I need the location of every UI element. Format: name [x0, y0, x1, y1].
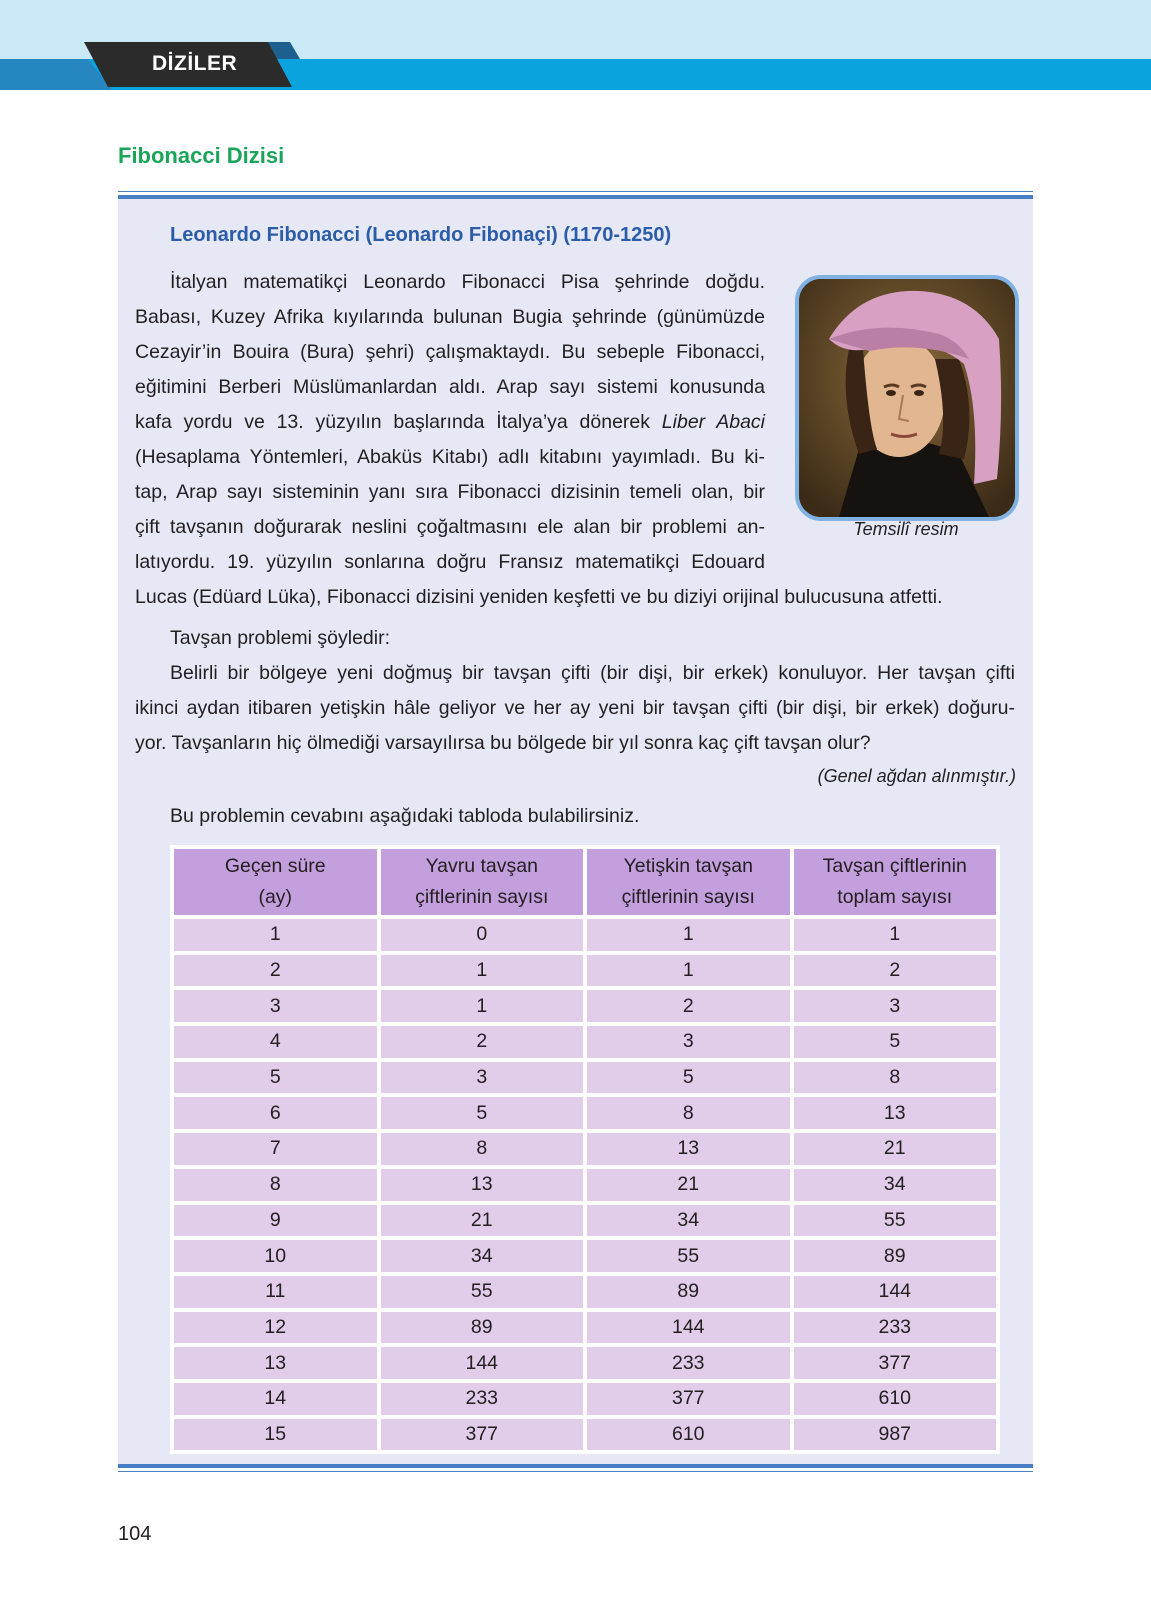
table-cell: 14	[174, 1383, 377, 1415]
problem-line: Belirli bir bölgeye yeni doğmuş bir tavşan çifti (bir dişi, bir erkek) konuluyor. Her tavşan çifti	[170, 662, 1015, 684]
table-cell: 34	[794, 1169, 997, 1201]
table-row	[174, 1169, 996, 1201]
table-cell: 0	[381, 919, 584, 951]
paragraph-line: eğitimini Berberi Müslümanlardan aldı. Arap sayı sistemi konusunda	[135, 376, 765, 398]
paragraph-line: tap, Arap sayı sisteminin yanı sıra Fibonacci dizisinin temeli olan, bir	[135, 481, 765, 503]
table-cell: 1	[381, 955, 584, 987]
table-row	[174, 1276, 996, 1308]
table-row	[174, 1205, 996, 1237]
table-cell: 8	[381, 1133, 584, 1165]
paragraph-line: Babası, Kuzey Afrika kıyılarında bulunan Bugia şehrinde (günümüzde	[135, 306, 765, 328]
table-cell: 6	[174, 1097, 377, 1129]
table-body	[174, 919, 996, 1450]
table-row	[174, 1026, 996, 1058]
table-cell: 233	[794, 1312, 997, 1344]
table-cell: 7	[174, 1133, 377, 1165]
table-cell: 5	[794, 1026, 997, 1058]
column-header: Tavşan çiftlerinin toplam sayısı	[794, 849, 997, 915]
table-cell: 1	[587, 919, 790, 951]
chapter-tab-label: DİZİLER	[152, 52, 238, 75]
table-cell: 34	[381, 1240, 584, 1272]
fibonacci-portrait	[795, 275, 1019, 521]
table-cell: 8	[174, 1169, 377, 1201]
table-cell: 9	[174, 1205, 377, 1237]
table-row	[174, 1347, 996, 1379]
table-row	[174, 1097, 996, 1129]
table-cell: 2	[794, 955, 997, 987]
problem-line: yor. Tavşanların hiç ölmediği varsayılırsa bu bölgede bir yıl sonra kaç çift tavşan olur?	[135, 732, 871, 754]
table-cell: 2	[381, 1026, 584, 1058]
problem-line: ikinci aydan itibaren yetişkin hâle geliyor ve her ay yeni bir tavşan çifti (bir dişi, bir erkek) doğuru-	[135, 697, 1015, 719]
table-cell: 3	[587, 1026, 790, 1058]
table-cell: 233	[587, 1347, 790, 1379]
rabbit-table	[170, 845, 1000, 1454]
table-cell: 89	[587, 1276, 790, 1308]
table-cell: 15	[174, 1419, 377, 1451]
table-cell: 13	[381, 1169, 584, 1201]
table-cell: 610	[794, 1383, 997, 1415]
table-cell: 4	[174, 1026, 377, 1058]
table-cell: 2	[587, 990, 790, 1022]
table-row	[174, 1240, 996, 1272]
table-cell: 34	[587, 1205, 790, 1237]
table-row	[174, 990, 996, 1022]
table-intro: Bu problemin cevabını aşağıdaki tabloda bulabilirsiniz.	[170, 805, 640, 827]
table-cell: 1	[794, 919, 997, 951]
paragraph-line: Lucas (Edüard Lüka), Fibonacci dizisini yeniden keşfetti ve bu diziyi orijinal bulucusuna atfetti.	[135, 586, 943, 608]
table-cell: 377	[794, 1347, 997, 1379]
table-cell: 987	[794, 1419, 997, 1451]
table-cell: 89	[794, 1240, 997, 1272]
table-cell: 55	[794, 1205, 997, 1237]
table-cell: 5	[174, 1062, 377, 1094]
table-row	[174, 919, 996, 951]
paragraph-line: latıyordu. 19. yüzyılın sonlarına doğru Fransız matematikçi Edouard	[135, 551, 765, 573]
table-cell: 55	[587, 1240, 790, 1272]
table-cell: 21	[794, 1133, 997, 1165]
table-row	[174, 1062, 996, 1094]
section-title: Fibonacci Dizisi	[118, 143, 285, 168]
table-cell: 13	[794, 1097, 997, 1129]
image-caption: Temsilî resim	[853, 519, 959, 539]
table-cell: 233	[381, 1383, 584, 1415]
table-cell: 10	[174, 1240, 377, 1272]
table-cell: 21	[587, 1169, 790, 1201]
paragraph-line: çift tavşanın doğurarak neslini çoğaltmasını ele alan bir problemi an-	[135, 516, 765, 538]
table-cell: 1	[587, 955, 790, 987]
table-row	[174, 1133, 996, 1165]
table-cell: 21	[381, 1205, 584, 1237]
table-cell: 5	[587, 1062, 790, 1094]
table-cell: 3	[794, 990, 997, 1022]
table-cell: 12	[174, 1312, 377, 1344]
table-cell: 377	[587, 1383, 790, 1415]
biography-heading: Leonardo Fibonacci (Leonardo Fibonaçi) (1170-1250)	[170, 224, 672, 246]
table-cell: 3	[381, 1062, 584, 1094]
page-number: 104	[118, 1523, 152, 1545]
table-cell: 144	[794, 1276, 997, 1308]
paragraph-line: kafa yordu ve 13. yüzyılın başlarında İtalya’ya dönerek Liber Abaci	[135, 411, 765, 433]
table-cell: 144	[381, 1347, 584, 1379]
table-cell: 11	[174, 1276, 377, 1308]
book-title: Liber Abaci	[661, 411, 765, 433]
paragraph-line: (Hesaplama Yöntemleri, Abaküs Kitabı) adlı kitabını yayımladı. Bu ki-	[135, 446, 765, 468]
table-cell: 5	[381, 1097, 584, 1129]
table-row	[174, 1419, 996, 1451]
source-note: (Genel ağdan alınmıştır.)	[817, 766, 1016, 786]
table-cell: 13	[174, 1347, 377, 1379]
table-cell: 3	[174, 990, 377, 1022]
table-cell: 8	[587, 1097, 790, 1129]
table-header-row	[174, 849, 996, 915]
table-cell: 2	[174, 955, 377, 987]
table-row	[174, 1383, 996, 1415]
paragraph-line: Cezayir’in Bouira (Bura) şehri) çalışmaktaydı. Bu sebeple Fibonacci,	[135, 341, 765, 363]
paragraph-line: İtalyan matematikçi Leonardo Fibonacci Pisa şehrinde doğdu.	[170, 271, 765, 293]
table-cell: 1	[174, 919, 377, 951]
column-header: Yetişkin tavşan çiftlerinin sayısı	[587, 849, 790, 915]
table-cell: 55	[381, 1276, 584, 1308]
table-cell: 8	[794, 1062, 997, 1094]
table-cell: 610	[587, 1419, 790, 1451]
header-tab-shape	[0, 42, 300, 90]
table-cell: 144	[587, 1312, 790, 1344]
column-header: Geçen süre (ay)	[174, 849, 377, 915]
table-row	[174, 1312, 996, 1344]
table-cell: 13	[587, 1133, 790, 1165]
table-cell: 377	[381, 1419, 584, 1451]
problem-intro: Tavşan problemi şöyledir:	[170, 627, 391, 649]
table-row	[174, 955, 996, 987]
table-cell: 1	[381, 990, 584, 1022]
table-cell: 89	[381, 1312, 584, 1344]
column-header: Yavru tavşan çiftlerinin sayısı	[381, 849, 584, 915]
